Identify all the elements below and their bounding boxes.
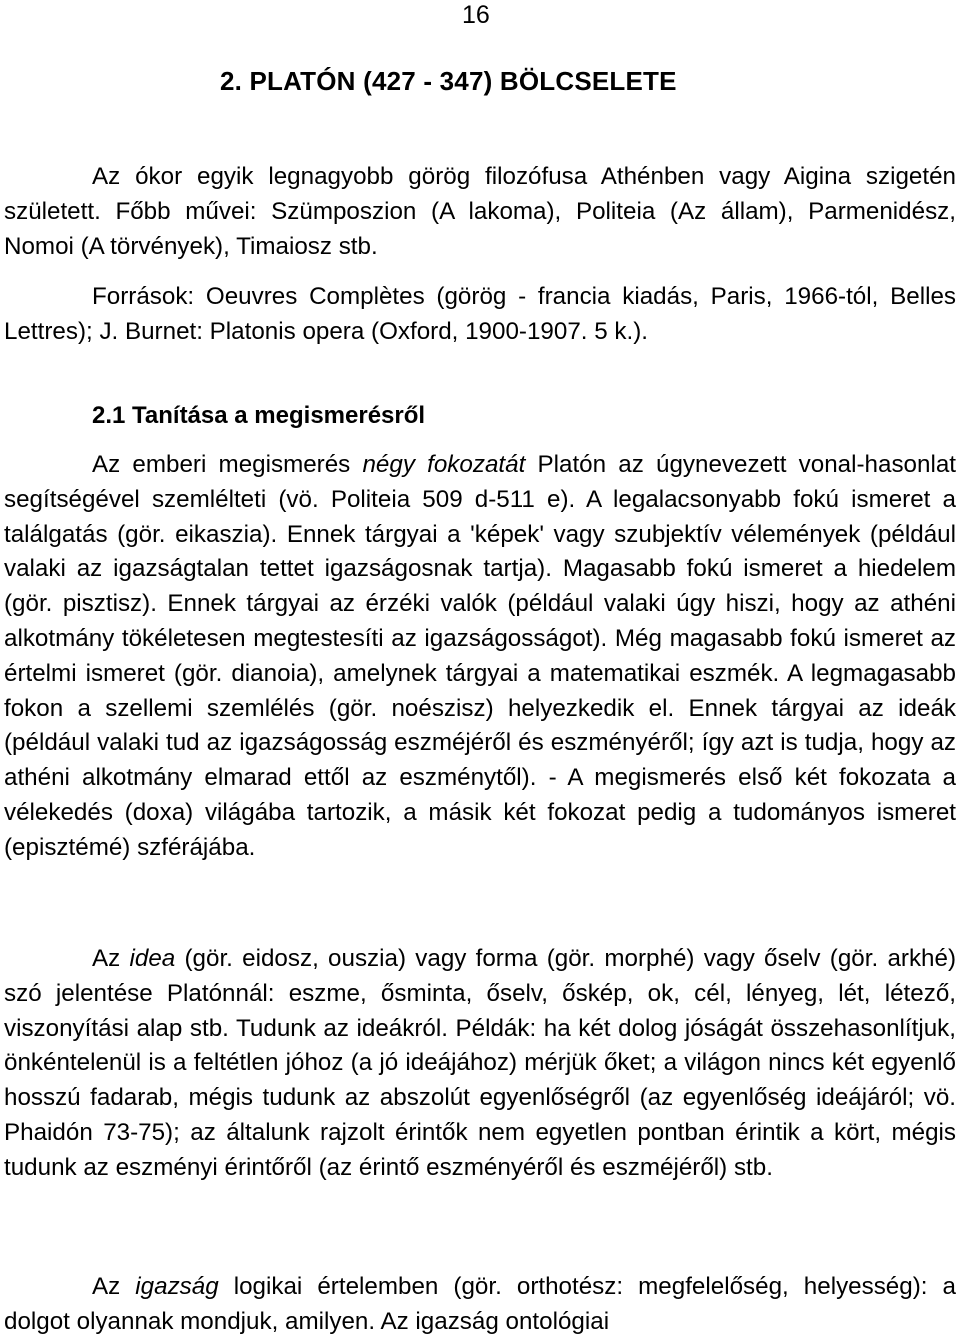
sources-paragraph <box>4 280 956 350</box>
emphasis-text: igazság <box>135 1273 219 1300</box>
idea-paragraph <box>4 942 956 1186</box>
text-run: Az <box>92 1273 136 1300</box>
paragraph-text: Az ókor egyik legnagyobb görög filozófusa Athénben vagy Aigina szigetén született. Főbb művei: Szümposzion (A lakoma), Politeia (Az állam), Parmenidész, Nomoi (A törvények), Timaiosz stb. <box>4 163 956 260</box>
chapter-title: 2. PLATÓN (427 - 347) BÖLCSELETE <box>220 66 677 96</box>
paragraph-text: Források: Oeuvres Complètes (görög - francia kiadás, Paris, 1966-tól, Belles Lettres); J. Burnet: Platonis opera (Oxford, 1900-1907. 5 k.). <box>4 283 956 345</box>
section-heading: 2.1 Tanítása a megismerésről <box>92 402 426 429</box>
text-run: (gör. eidosz, ouszia) vagy forma (gör. morphé) vagy őselv (gör. arkhé) szó jelentése Platónnál: eszme, ősminta, őselv, őskép, ok, cél, lényeg, lét, létező, viszonyítási alap stb. Tudunk az ideákról. Példák: ha két dolog jóságát összehasonlítjuk, önkéntelenül is a feltétlen jóhoz (a jó ideájához) mérjük őket; a világon nincs két egyenlő hosszú fadarab, mégis tudunk az abszolút egyenlőségről (az egyenlőség ideájáról; vö. Phaidón 73-75); az általunk rajzolt érintők nem egyetlen pontban érintik a kört, mégis tudunk az eszményi érintőről (az érintő eszményéről és eszméjéről) stb. <box>4 945 957 1181</box>
emphasis-text: idea <box>129 945 176 972</box>
paragraph-text <box>4 1270 956 1340</box>
text-run: logikai értelemben (gör. orthotész: megfelelőség, helyesség): a dolgot olyannak mondjuk, amilyen. Az igazság ontológiai <box>4 1273 956 1335</box>
text-run: Az emberi megismerés <box>92 451 363 478</box>
intro-paragraph <box>4 160 956 264</box>
paragraph-text <box>4 942 956 1186</box>
paragraph-text <box>4 448 956 866</box>
knowledge-paragraph <box>4 448 956 866</box>
text-run: Az <box>92 945 130 972</box>
truth-paragraph <box>4 1270 956 1340</box>
text-run: Platón az úgynevezett vonal-hasonlat segítségével szemlélteti (vö. Politeia 509 d-511 e). A legalacsonyabb fokú ismeret a találgatás (gör. eikaszia). Ennek tárgyai a 'képek' vagy szubjektív vélemények (például valaki az igazságtalan tettet igazságosnak tartja). Magasabb fokú ismeret a hiedelem (gör. pisztisz). Ennek tárgyai az érzéki valók (például valaki úgy hiszi, hogy az athéni alkotmány tökéletesen megtestesíti az igazságosságot). Még magasabb fokú ismeret az értelmi ismeret (gör. dianoia), amelynek tárgyai a matematikai eszmék. A legmagasabb fokon a szellemi szemlélés (gör. noészisz) helyezkedik el. Ennek tárgyai az ideák (például valaki tud az igazságosság eszméjéről és eszményéről; így azt is tudja, hogy az athéni alkotmány elmarad ettől az eszménytől). - A megismerés első két fokozata a vélekedés (doxa) világába tartozik, a másik két fokozat pedig a tudományos ismeret (episztémé) szférájába. <box>4 451 956 861</box>
page-number: 16 <box>462 1 490 29</box>
emphasis-text: négy fokozatát <box>362 451 526 478</box>
